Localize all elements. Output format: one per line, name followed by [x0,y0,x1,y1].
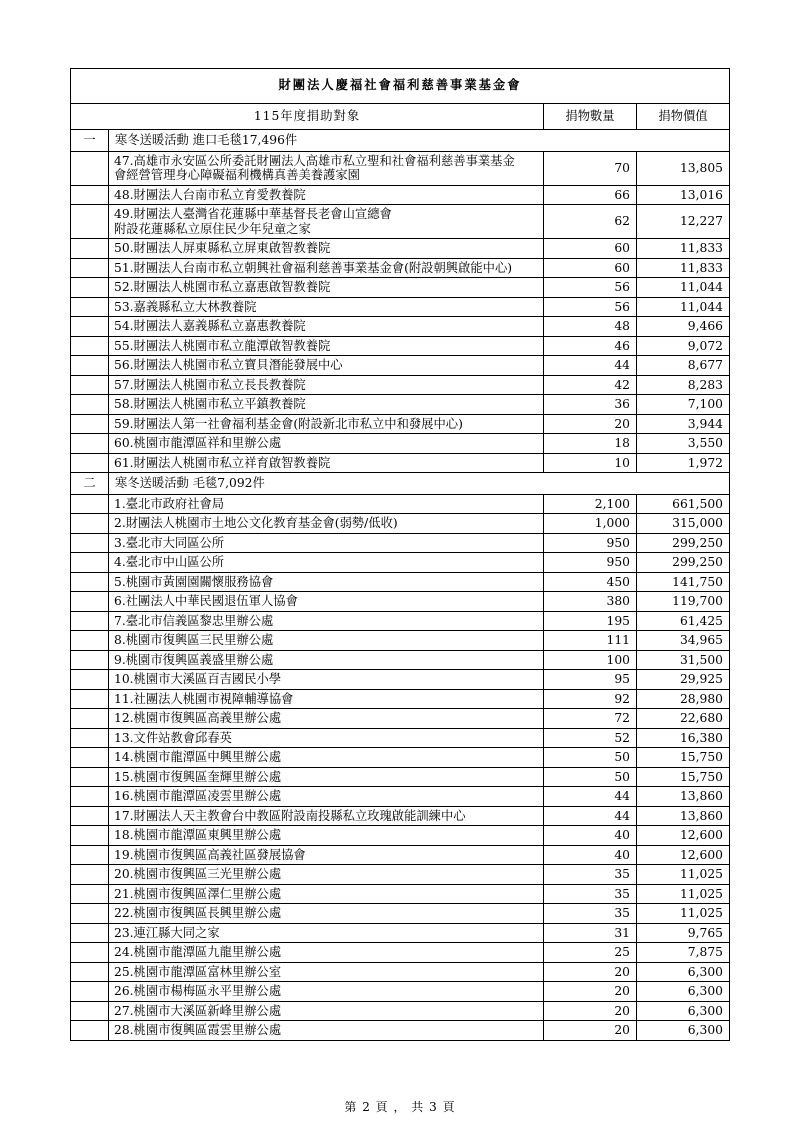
recipient-name: 52.財團法人桃園市私立嘉惠啟智教養院 [114,280,331,294]
row-lead-cell [71,375,109,395]
recipient-cell [109,514,544,534]
table-row [71,151,730,185]
row-lead-cell [71,317,109,337]
table-row [71,375,730,395]
recipient-name: 58.財團法人桃園市私立平鎮教養院 [114,397,306,411]
recipient-cell [109,336,544,356]
row-lead-cell [71,1021,109,1041]
row-lead-cell [71,631,109,651]
document-title: 財團法人慶福社會福利慈善事業基金會 [71,69,730,104]
recipient-cell [109,650,544,670]
table-row [71,962,730,982]
recipient-name: 57.財團法人桃園市私立長長教養院 [114,377,306,392]
value-cell: 11,044 [637,278,730,298]
section-header-row [71,130,730,152]
row-lead-cell [71,239,109,259]
section-number: 二 [71,473,109,495]
section-heading: 寒冬送暖活動 進口毛毯17,496件 [109,130,730,152]
value-cell: 661,500 [637,494,730,514]
recipient-name: 59.財團法人第一社會福利基金會(附設新北市私立中和發展中心) [114,416,463,431]
row-lead-cell [71,1001,109,1021]
recipient-name: 8.桃園市復興區三民里辦公處 [114,633,274,647]
quantity-cell: 10 [544,453,637,473]
row-lead-cell [71,356,109,376]
recipient-name: 21.桃園市復興區澤仁里辦公處 [114,886,282,901]
quantity-cell: 20 [544,1021,637,1041]
row-lead-cell [71,689,109,709]
recipient-cell [109,592,544,612]
quantity-cell: 56 [544,278,637,298]
row-lead-cell [71,806,109,826]
recipient-cell [109,826,544,846]
quantity-cell: 20 [544,414,637,434]
recipient-name-line2: 附設花蓮縣私立原住民少年兒童之家 [114,221,311,236]
recipient-cell [109,767,544,787]
recipient-name: 16.桃園市龍潭區凌雲里辦公處 [114,789,282,803]
table-row [71,514,730,534]
quantity-cell: 62 [544,205,637,239]
row-lead-cell [71,395,109,415]
quantity-cell: 100 [544,650,637,670]
row-lead-cell [71,923,109,943]
row-lead-cell [71,650,109,670]
quantity-cell: 44 [544,356,637,376]
recipient-name: 10.桃園市大溪區百吉國民小學 [114,672,282,686]
quantity-cell: 40 [544,845,637,865]
value-cell: 8,283 [637,375,730,395]
recipient-cell [109,395,544,415]
recipient-cell [109,533,544,553]
value-cell: 3,944 [637,414,730,434]
recipient-cell [109,453,544,473]
value-cell: 8,677 [637,356,730,376]
recipient-cell [109,631,544,651]
recipient-cell [109,151,544,185]
quantity-cell: 20 [544,1001,637,1021]
recipient-cell [109,297,544,317]
recipient-name: 22.桃園市復興區長興里辦公處 [114,906,282,920]
quantity-cell: 20 [544,962,637,982]
table-row [71,297,730,317]
quantity-cell: 36 [544,395,637,415]
value-cell: 22,680 [637,709,730,729]
quantity-cell: 111 [544,631,637,651]
recipient-cell [109,689,544,709]
row-lead-cell [71,767,109,787]
value-cell: 11,833 [637,239,730,259]
row-lead-cell [71,336,109,356]
row-lead-cell [71,514,109,534]
table-row [71,205,730,239]
value-cell: 3,550 [637,434,730,454]
table-row [71,943,730,963]
recipient-name-line2: 會經營管理身心障礙福利機構真善美養護家園 [114,168,360,182]
table-row [71,865,730,885]
recipient-cell [109,611,544,631]
table-row [71,592,730,612]
table-row [71,494,730,514]
recipient-cell [109,728,544,748]
row-lead-cell [71,709,109,729]
value-cell: 61,425 [637,611,730,631]
row-lead-cell [71,185,109,205]
recipient-name: 11.社團法人桃園市視障輔導協會 [114,691,294,706]
table-row [71,336,730,356]
recipient-name: 1.臺北市政府社會局 [114,496,225,511]
recipient-name: 53.嘉義縣私立大林教養院 [114,299,257,314]
recipient-name: 17.財團法人天主教會台中教區附設南投縣私立玫瑰啟能訓練中心 [114,808,466,823]
value-cell: 9,466 [637,317,730,337]
row-lead-cell [71,278,109,298]
value-cell: 12,600 [637,826,730,846]
table-row [71,982,730,1002]
value-cell: 15,750 [637,748,730,768]
quantity-cell: 52 [544,728,637,748]
quantity-cell: 35 [544,884,637,904]
value-cell: 6,300 [637,982,730,1002]
page-footer: 第 2 頁 ， 共 3 頁 [344,1100,456,1114]
table-row [71,631,730,651]
quantity-cell: 44 [544,787,637,807]
quantity-cell: 95 [544,670,637,690]
recipient-name: 24.桃園市龍潭區九龍里辦公處 [114,945,282,959]
title-row [71,69,730,104]
row-lead-cell [71,826,109,846]
recipient-cell [109,553,544,573]
recipient-cell [109,748,544,768]
quantity-cell: 20 [544,982,637,1002]
row-lead-cell [71,414,109,434]
row-lead-cell [71,670,109,690]
table-row [71,239,730,259]
recipient-cell [109,943,544,963]
row-lead-cell [71,453,109,473]
recipient-name: 26.桃園市楊梅區永平里辦公處 [114,984,282,998]
table-row [71,904,730,924]
recipient-name: 49.財團法人臺灣省花蓮縣中華基督長老會山宣總會 [114,207,392,221]
recipient-cell [109,1021,544,1041]
quantity-cell: 35 [544,865,637,885]
recipient-cell [109,923,544,943]
table-row [71,572,730,592]
recipient-name: 48.財團法人台南市私立育愛教養院 [114,187,306,202]
table-row [71,395,730,415]
row-lead-cell [71,728,109,748]
quantity-cell: 48 [544,317,637,337]
recipient-name: 15.桃園市復興區奎輝里辦公處 [114,769,282,784]
recipient-name: 2.財團法人桃園市土地公文化教育基金會(弱勢/低收) [114,516,398,530]
recipient-cell [109,806,544,826]
value-cell: 9,072 [637,336,730,356]
table-row [71,884,730,904]
table-row [71,185,730,205]
recipient-name: 28.桃園市復興區霞雲里辦公處 [114,1023,282,1037]
quantity-cell: 66 [544,185,637,205]
recipient-cell [109,884,544,904]
recipient-cell [109,982,544,1002]
value-cell: 7,875 [637,943,730,963]
table-row [71,923,730,943]
value-cell: 299,250 [637,553,730,573]
quantity-cell: 195 [544,611,637,631]
recipient-name: 27.桃園市大溪區新峰里辦公處 [114,1003,282,1018]
value-cell: 299,250 [637,533,730,553]
table-row [71,1001,730,1021]
value-cell: 6,300 [637,962,730,982]
table-row [71,278,730,298]
recipient-name: 6.社團法人中華民國退伍軍人協會 [114,594,298,608]
value-cell: 12,600 [637,845,730,865]
recipient-name: 7.臺北市信義區黎忠里辦公處 [114,613,274,628]
table-row [71,356,730,376]
value-cell: 13,016 [637,185,730,205]
recipient-cell [109,356,544,376]
quantity-cell: 1,000 [544,514,637,534]
row-lead-cell [71,205,109,239]
quantity-cell: 72 [544,709,637,729]
recipient-name: 3.臺北市大同區公所 [114,535,225,550]
recipient-cell [109,375,544,395]
recipient-name: 20.桃園市復興區三光里辦公處 [114,867,282,881]
column-header-value: 捐物價值 [637,103,730,130]
quantity-cell: 50 [544,767,637,787]
recipient-name: 5.桃園市黃園園關懷服務協會 [114,574,274,589]
value-cell: 1,972 [637,453,730,473]
recipient-cell [109,258,544,278]
recipient-cell [109,278,544,298]
value-cell: 7,100 [637,395,730,415]
value-cell: 15,750 [637,767,730,787]
recipient-name: 14.桃園市龍潭區中興里辦公處 [114,750,282,764]
table-row [71,689,730,709]
value-cell: 11,025 [637,904,730,924]
recipient-name: 47.高雄市永安區公所委託財團法人高雄市私立聖和社會福利慈善事業基金 [114,153,515,168]
table-row [71,748,730,768]
table-row [71,787,730,807]
quantity-cell: 42 [544,375,637,395]
donation-table-container [70,68,730,1041]
quantity-cell: 35 [544,904,637,924]
section-number: 一 [71,130,109,152]
recipient-cell [109,414,544,434]
quantity-cell: 40 [544,826,637,846]
quantity-cell: 18 [544,434,637,454]
row-lead-cell [71,748,109,768]
table-row [71,611,730,631]
row-lead-cell [71,553,109,573]
quantity-cell: 950 [544,553,637,573]
recipient-cell [109,185,544,205]
quantity-cell: 46 [544,336,637,356]
recipient-name: 9.桃園市復興區義盛里辦公處 [114,652,274,667]
recipient-cell [109,845,544,865]
value-cell: 16,380 [637,728,730,748]
row-lead-cell [71,258,109,278]
quantity-cell: 950 [544,533,637,553]
value-cell: 12,227 [637,205,730,239]
value-cell: 9,765 [637,923,730,943]
value-cell: 34,965 [637,631,730,651]
table-row [71,533,730,553]
row-lead-cell [71,845,109,865]
quantity-cell: 450 [544,572,637,592]
recipient-cell [109,1001,544,1021]
document-subtitle: 115年度捐助對象 [71,103,544,130]
row-lead-cell [71,962,109,982]
recipient-cell [109,787,544,807]
quantity-cell: 25 [544,943,637,963]
row-lead-cell [71,533,109,553]
recipient-name: 61.財團法人桃園市私立祥育啟智教養院 [114,455,331,470]
table-row [71,434,730,454]
recipient-name: 60.桃園市龍潭區祥和里辦公處 [114,436,282,450]
section-header-row [71,473,730,495]
row-lead-cell [71,865,109,885]
quantity-cell: 70 [544,151,637,185]
recipient-cell [109,904,544,924]
recipient-name: 4.臺北市中山區公所 [114,555,225,569]
header-row [71,103,730,130]
recipient-cell [109,572,544,592]
table-row [71,650,730,670]
quantity-cell: 60 [544,239,637,259]
value-cell: 13,860 [637,806,730,826]
section-heading: 寒冬送暖活動 毛毯7,092件 [109,473,730,495]
value-cell: 13,860 [637,787,730,807]
recipient-cell [109,434,544,454]
table-row [71,728,730,748]
quantity-cell: 56 [544,297,637,317]
value-cell: 11,833 [637,258,730,278]
recipient-name: 25.桃園市龍潭區富林里辦公室 [114,964,282,979]
recipient-cell [109,865,544,885]
value-cell: 29,925 [637,670,730,690]
quantity-cell: 60 [544,258,637,278]
recipient-cell [109,317,544,337]
quantity-cell: 31 [544,923,637,943]
value-cell: 28,980 [637,689,730,709]
value-cell: 6,300 [637,1001,730,1021]
recipient-cell [109,205,544,239]
value-cell: 11,025 [637,884,730,904]
recipient-name: 50.財團法人屏東縣私立屏東啟智教養院 [114,241,331,255]
table-row [71,709,730,729]
row-lead-cell [71,572,109,592]
row-lead-cell [71,611,109,631]
quantity-cell: 50 [544,748,637,768]
recipient-name: 19.桃園市復興區高義社區發展協會 [114,847,306,862]
recipient-name: 55.財團法人桃園市私立龍潭啟智教養院 [114,338,331,353]
table-row [71,453,730,473]
table-row [71,1021,730,1041]
recipient-cell [109,709,544,729]
value-cell: 11,044 [637,297,730,317]
recipient-name: 54.財團法人嘉義縣私立嘉惠教養院 [114,319,306,333]
value-cell: 315,000 [637,514,730,534]
value-cell: 119,700 [637,592,730,612]
row-lead-cell [71,494,109,514]
table-row [71,806,730,826]
value-cell: 11,025 [637,865,730,885]
table-row [71,553,730,573]
quantity-cell: 44 [544,806,637,826]
quantity-cell: 380 [544,592,637,612]
recipient-name: 12.桃園市復興區高義里辦公處 [114,711,282,725]
table-row [71,670,730,690]
value-cell: 13,805 [637,151,730,185]
recipient-name: 51.財團法人台南市私立朝興社會福利慈善事業基金會(附設朝興啟能中心) [114,260,513,275]
row-lead-cell [71,151,109,185]
recipient-name: 18.桃園市龍潭區東興里辦公處 [114,828,282,842]
recipient-name: 56.財團法人桃園市私立寶貝潛能發展中心 [114,358,343,372]
row-lead-cell [71,982,109,1002]
quantity-cell: 2,100 [544,494,637,514]
value-cell: 141,750 [637,572,730,592]
recipient-name: 23.連江縣大同之家 [114,925,220,940]
recipient-cell [109,494,544,514]
recipient-cell [109,239,544,259]
row-lead-cell [71,787,109,807]
row-lead-cell [71,434,109,454]
row-lead-cell [71,884,109,904]
row-lead-cell [71,943,109,963]
row-lead-cell [71,904,109,924]
table-row [71,826,730,846]
table-row [71,845,730,865]
value-cell: 31,500 [637,650,730,670]
recipient-cell [109,962,544,982]
value-cell: 6,300 [637,1021,730,1041]
quantity-cell: 92 [544,689,637,709]
row-lead-cell [71,297,109,317]
recipient-cell [109,670,544,690]
table-row [71,317,730,337]
row-lead-cell [71,592,109,612]
donation-table [70,68,730,1041]
table-row [71,258,730,278]
recipient-name: 13.文件站教會邱春英 [114,730,232,745]
table-row [71,767,730,787]
column-header-quantity: 捐物數量 [544,103,637,130]
table-row [71,414,730,434]
